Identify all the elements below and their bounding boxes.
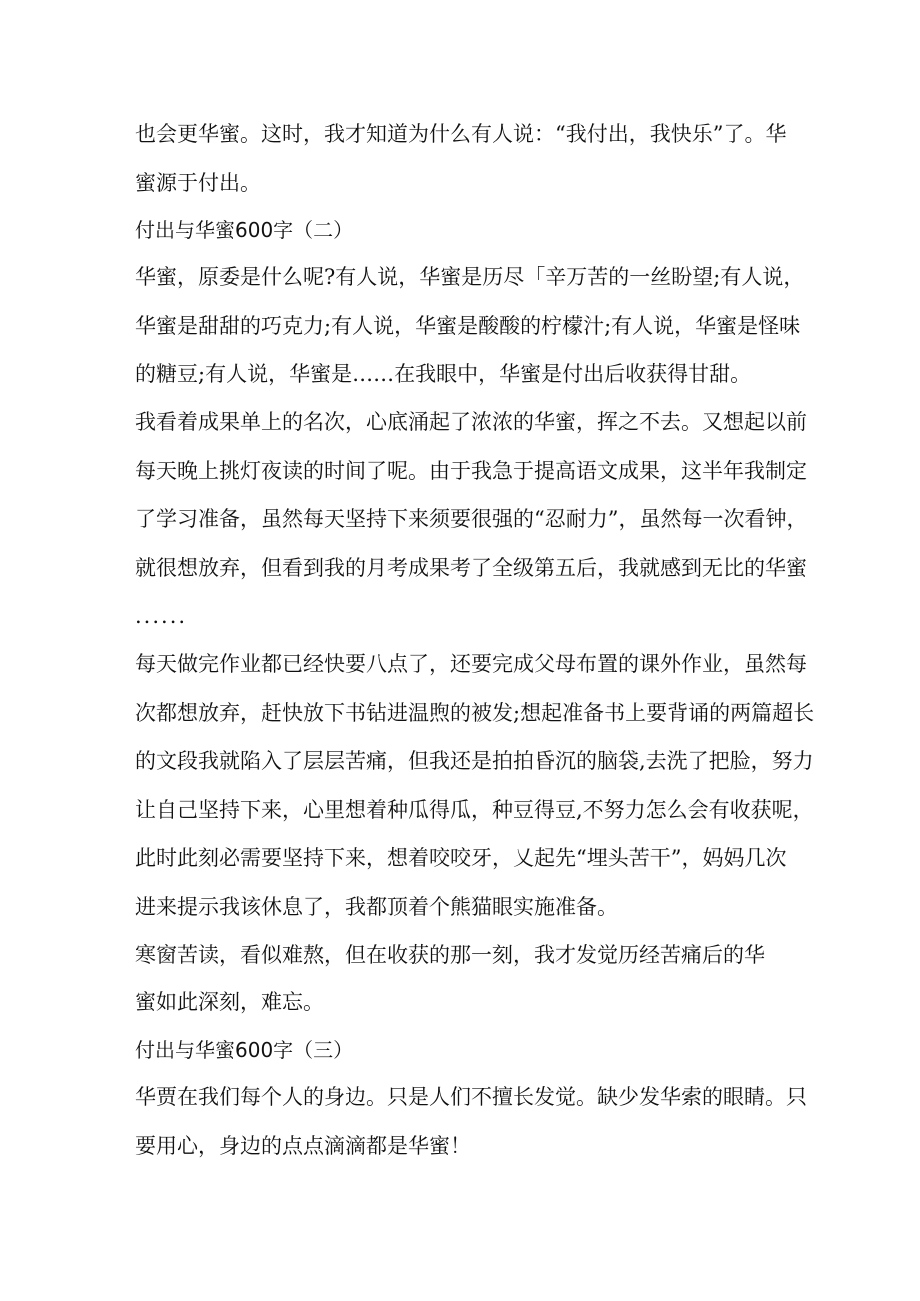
paragraph-line: 每天晚上挑灯夜读的时间了呢。由于我急于提高语文成果，这半年我制定 bbox=[135, 459, 807, 483]
paragraph-line: 就很想放弃，但看到我的月考成果考了全级第五后，我就感到无比的华蜜 bbox=[135, 556, 807, 580]
paragraph-line: 此时此刻必需要坚持下来，想着咬咬牙，乂起先“埋头苦干”，妈妈几次 bbox=[135, 846, 787, 870]
paragraph-line: 华贾在我们每个人的身边。只是人们不擅长发觉。缺少发华索的眼睛。只 bbox=[135, 1085, 807, 1109]
paragraph-line: 也会更华蜜。这时，我才知道为什么有人说：“我付出，我快乐”了。华 bbox=[135, 122, 787, 146]
paragraph-line: 让自己坚持下来，心里想着种瓜得瓜，种豆得豆,不努力怎么会有收获呢， bbox=[135, 798, 814, 822]
paragraph-line: 每天做完作业都已经快要八点了，还要完成父母布置的课外作业，虽然每 bbox=[135, 652, 807, 676]
paragraph-line: 华蜜，原委是什么呢?有人说，华蜜是历尽「辛万苦的一丝盼望;有人说， bbox=[135, 265, 805, 289]
paragraph-line: 的糖豆;有人说，华蜜是……在我眼中，华蜜是付出后收获得甘甜。 bbox=[135, 362, 752, 386]
paragraph-line: 了学习准备，虽然每天坚持下来须要很强的“忍耐力”，虽然每一次看钟， bbox=[135, 507, 808, 531]
paragraph-line: 寒窗苦读，看似难熬，但在收获的那一刻，我才发觉历经苦痛后的华 bbox=[135, 943, 765, 967]
paragraph-line: 我看着成果单上的名次，心底涌起了浓浓的华蜜，挥之不去。又想起以前 bbox=[135, 410, 807, 434]
section-heading: 付出与华蜜600字（二） bbox=[135, 218, 354, 242]
paragraph-line: 蜜如此深刻，难忘。 bbox=[135, 990, 324, 1014]
paragraph-line: ...... bbox=[135, 604, 188, 628]
paragraph-line: 进来提示我该休息了，我都顶着个熊猫眼实施准备。 bbox=[135, 895, 618, 919]
section-heading: 付出与华蜜600字（三） bbox=[135, 1038, 354, 1062]
paragraph-line: 华蜜是甜甜的巧克力;有人说，华蜜是酸酸的柠檬汁;有人说，华蜜是怪味 bbox=[135, 314, 801, 338]
paragraph-line: 的文段我就陷入了层层苦痛，但我还是拍拍昏沉的脑袋,去洗了把脸，努力 bbox=[135, 749, 814, 773]
paragraph-line: 蜜源于付出。 bbox=[135, 171, 261, 195]
paragraph-line: 要用心，身边的点点滴滴都是华蜜！ bbox=[135, 1134, 471, 1158]
paragraph-line: 次都想放弃，赶快放下书钻进温煦的被发;想起准备书上要背诵的两篇超长 bbox=[135, 701, 815, 725]
